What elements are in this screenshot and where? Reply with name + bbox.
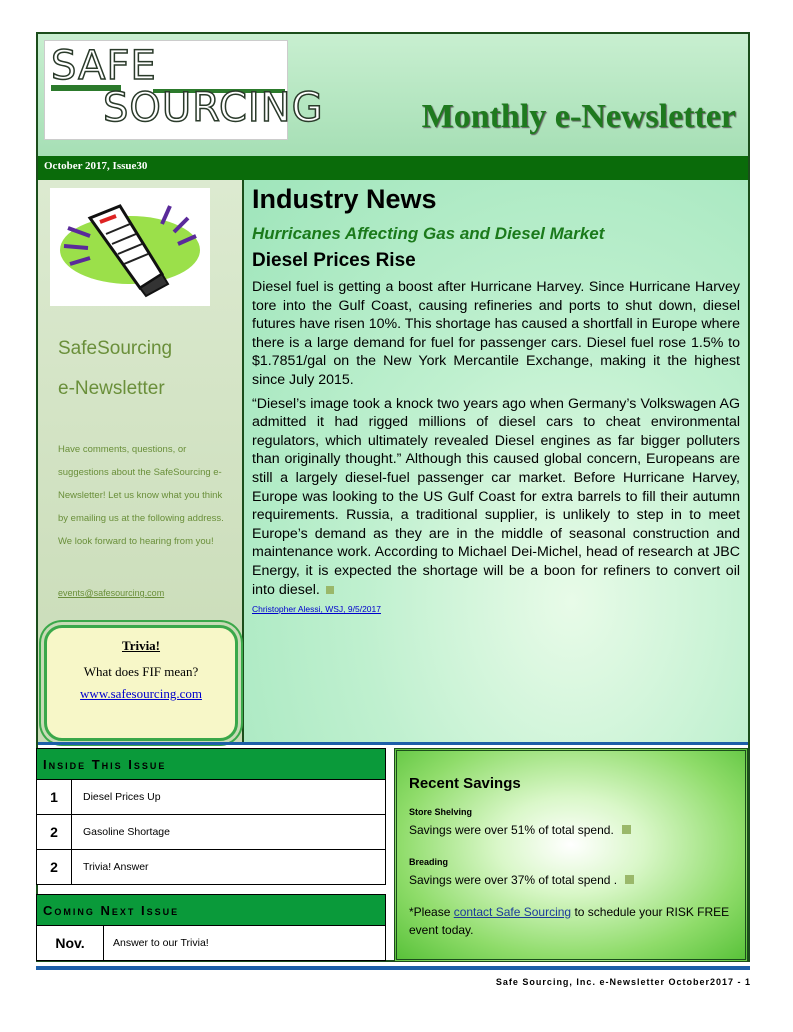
inside-heading: Inside This Issue (43, 757, 167, 772)
article-paragraph (252, 395, 740, 619)
newsletter-title: Monthly e-Newsletter (421, 98, 736, 135)
note-text: to schedule your RISK FREE event today. (409, 905, 730, 937)
note-text: *Please (409, 905, 454, 919)
item-title: Diesel Prices Up (83, 791, 161, 803)
logo-line-sourcing: SOURCING (103, 85, 324, 131)
masthead (38, 34, 748, 156)
recent-savings (394, 748, 748, 962)
section-divider (38, 742, 748, 745)
article-citation-link[interactable]: Christopher Alessi, WSJ, 9/5/2017 (252, 604, 381, 615)
safesourcing-logo (44, 40, 324, 140)
table-row (36, 926, 386, 961)
savings-category: Breading (409, 857, 449, 867)
end-mark-icon (622, 825, 631, 834)
contact-link[interactable]: contact Safe Sourcing (453, 905, 572, 919)
savings-title: Recent Savings (409, 775, 521, 792)
trivia-link[interactable]: www.safesourcing.com (80, 686, 202, 701)
trivia-box (44, 625, 238, 741)
savings-value: Savings were over 51% of total spend. (409, 823, 614, 837)
inside-heading-bar (36, 748, 386, 780)
page-number: 2 (37, 850, 72, 884)
article-section (244, 180, 748, 742)
next-issue-heading-bar (36, 894, 386, 926)
next-issue-month: Nov. (37, 926, 104, 960)
article-paragraph-text: “Diesel’s image took a knock two years ago when Germany’s Volkswagen AG admitted it had rigged millions of diesel cars to cheat environmental regulators, which ultimately revealed Diesel engines as far bigger polluters than originally thought.” Although this caused global concern, Europeans are still a largely diesel-fuel passenger car market. Before Hurricane Harvey, Europe was looking to the US Gulf Coast for extra barrels to fill their autumn requirements. Russia, a traditional supplier, is unlikely to step in to meet Europe’s demand as they are in the middle of seasonal construction and maintenance work. According to Michael Dei-Michel, head of research at JBC Energy, it is expected the shortage will be a boon for refiners to convert oil into diesel. (252, 395, 740, 598)
savings-value: Savings were over 37% of total spend . (409, 873, 618, 887)
article-paragraph: Diesel fuel is getting a boost after Hurricane Harvey. Since Hurricane Harvey tore into the Gulf Coast, causing refineries and ports to shut down, diesel futures have risen 10%. This shortage has caused a shortfall in Europe where there is a large demand for fuel for passenger cars. Diesel fuel rose 1.5% to $1.7851/gal on the New York Mercantile Exchange, making it the highest since July 2015. (252, 279, 740, 388)
end-mark-icon (625, 875, 634, 884)
page-footer: Safe Sourcing, Inc. e-Newsletter October2017 - 1 (495, 977, 751, 987)
savings-category: Store Shelving (409, 807, 473, 817)
item-title: Trivia! Answer (83, 861, 149, 873)
footer-divider (36, 966, 750, 970)
newspaper-icon (50, 188, 210, 306)
table-row (36, 780, 386, 815)
sidebar (38, 180, 244, 742)
contact-email-link[interactable]: events@safesourcing.com (58, 588, 165, 598)
next-issue-item: Answer to our Trivia! (113, 937, 209, 949)
sidebar-title-line1: SafeSourcing (58, 338, 173, 359)
item-title: Gasoline Shortage (83, 826, 170, 838)
next-issue-heading: Coming Next Issue (43, 903, 180, 918)
savings-text (409, 873, 634, 887)
issue-bar (38, 156, 748, 180)
sidebar-title-line2: e-Newsletter (58, 378, 165, 399)
inside-this-issue (36, 748, 386, 962)
sidebar-description: Have comments, questions, or suggestions about the SafeSourcing e-Newsletter! Let us know what you think by emailing us at the following address. We look forward to hearing from you! (58, 444, 224, 547)
savings-text (409, 823, 631, 837)
page-number: 2 (37, 815, 72, 849)
trivia-title: Trivia! (121, 638, 161, 653)
article-headline: Diesel Prices Rise (252, 250, 416, 271)
savings-note (409, 903, 739, 939)
article-subtitle: Hurricanes Affecting Gas and Diesel Market (252, 224, 605, 243)
end-mark-icon (326, 586, 334, 594)
page-number: 1 (37, 780, 72, 814)
trivia-question: What does FIF mean? (83, 664, 199, 679)
issue-date: October 2017, Issue30 (44, 160, 148, 172)
table-row (36, 815, 386, 850)
table-row (36, 850, 386, 885)
section-heading: Industry News (252, 184, 437, 214)
logo-line-safe: SAFE (51, 43, 157, 89)
article-body (252, 278, 740, 624)
